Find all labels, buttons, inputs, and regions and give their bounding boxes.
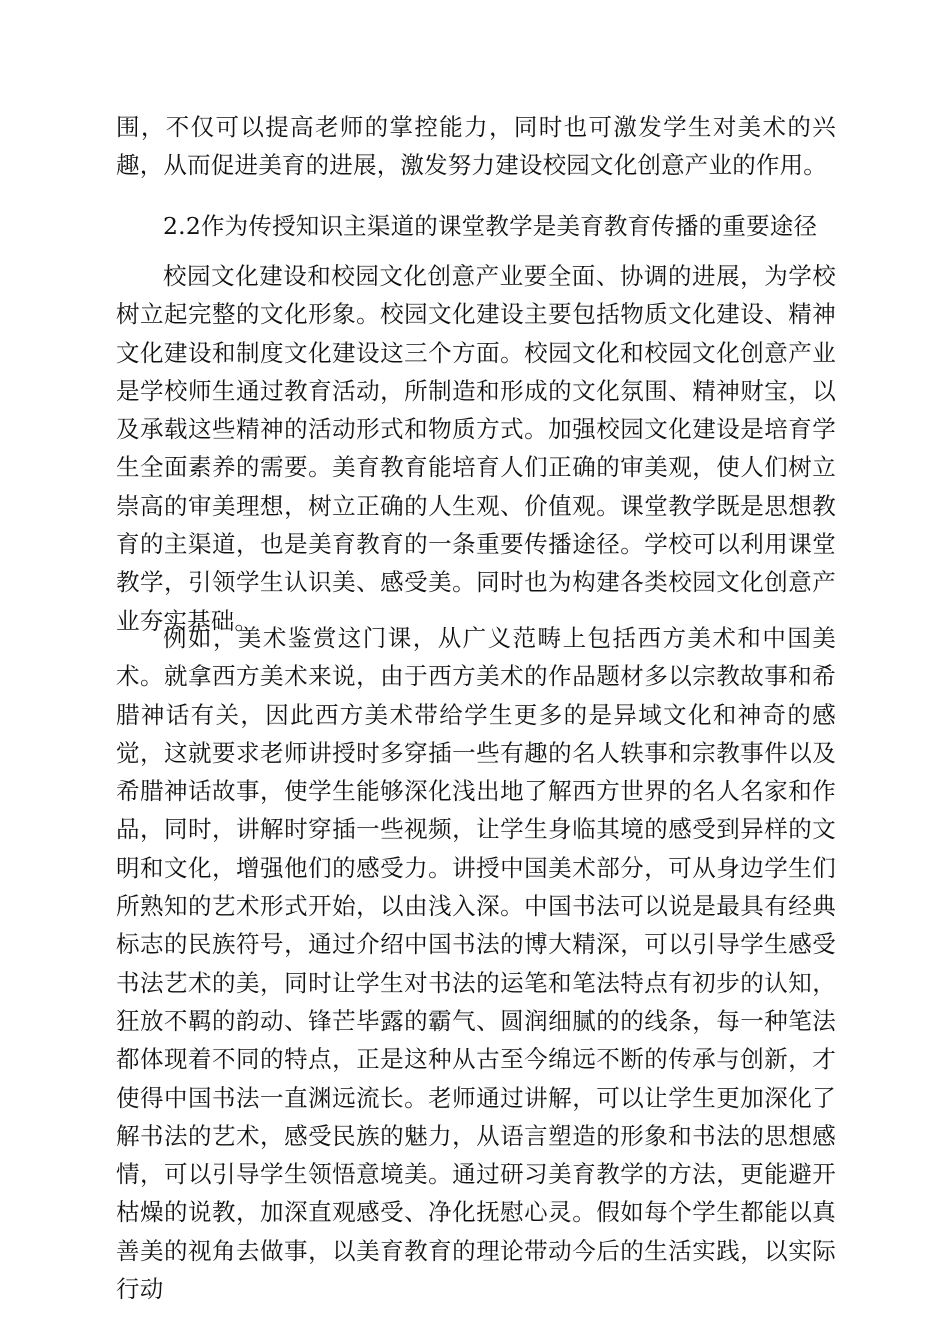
paragraph-continuation: 围，不仅可以提高老师的掌控能力，同时也可激发学生对美术的兴趣，从而促进美育的进展，激发努力建设校园文化创意产业的作用。 <box>116 113 836 180</box>
section-heading: 2.2作为传授知识主渠道的课堂教学是美育教育传播的重要途径 <box>163 212 818 240</box>
paragraph-art-appreciation: 例如，美术鉴赏这门课，从广义范畴上包括西方美术和中国美术。就拿西方美术来说，由于西方美术的作品题材多以宗教故事和希腊神话有关，因此西方美术带给学生更多的是异域文化和神奇的感觉，这就要求老师讲授时多穿插一些有趣的名人轶事和宗教事件以及希腊神话故事，使学生能够深化浅出地了解西方世界的名人名家和作品，同时，讲解时穿插一些视频，让学生身临其境的感受到异样的文明和文化，增强他们的感受力。讲授中国美术部分，可从身边学生们所熟知的艺术形式开始，以由浅入深。中国书法可以说是最具有经典标志的民族符号，通过介绍中国书法的博大精深，可以引导学生感受书法艺术的美，同时让学生对书法的运笔和笔法特点有初步的认知，狂放不羁的韵动、锋芒毕露的霸气、圆润细腻的的线条，每一种笔法都体现着不同的特点，正是这种从古至今绵远不断的传承与创新，才使得中国书法一直渊远流长。老师通过讲解，可以让学生更加深化了解书法的艺术，感受民族的魅力，从语言塑造的形象和书法的思想感情，可以引导学生领悟意境美。通过研习美育教学的方法，更能避开枯燥的说教，加深直观感受、净化抚慰心灵。假如每个学生都能以真善美的视角去做事，以美育教育的理论带动今后的生活实践，以实际行动 <box>116 624 836 1304</box>
paragraph-campus-culture: 校园文化建设和校园文化创意产业要全面、协调的进展，为学校树立起完整的文化形象。校园文化建设主要包括物质文化建设、精神文化建设和制度文化建设这三个方面。校园文化和校园文化创意产业是学校师生通过教育活动，所制造和形成的文化氛围、精神财宝，以及承载这些精神的活动形式和物质方式。加强校园文化建设是培育学生全面素养的需要。美育教育能培育人们正确的审美观，使人们树立崇高的审美理想，树立正确的人生观、价值观。课堂教学既是思想教育的主渠道，也是美育教育的一条重要传播途径。学校可以利用课堂教学，引领学生认识美、感受美。同时也为构建各类校园文化创意产业夯实基础。 <box>116 262 836 635</box>
